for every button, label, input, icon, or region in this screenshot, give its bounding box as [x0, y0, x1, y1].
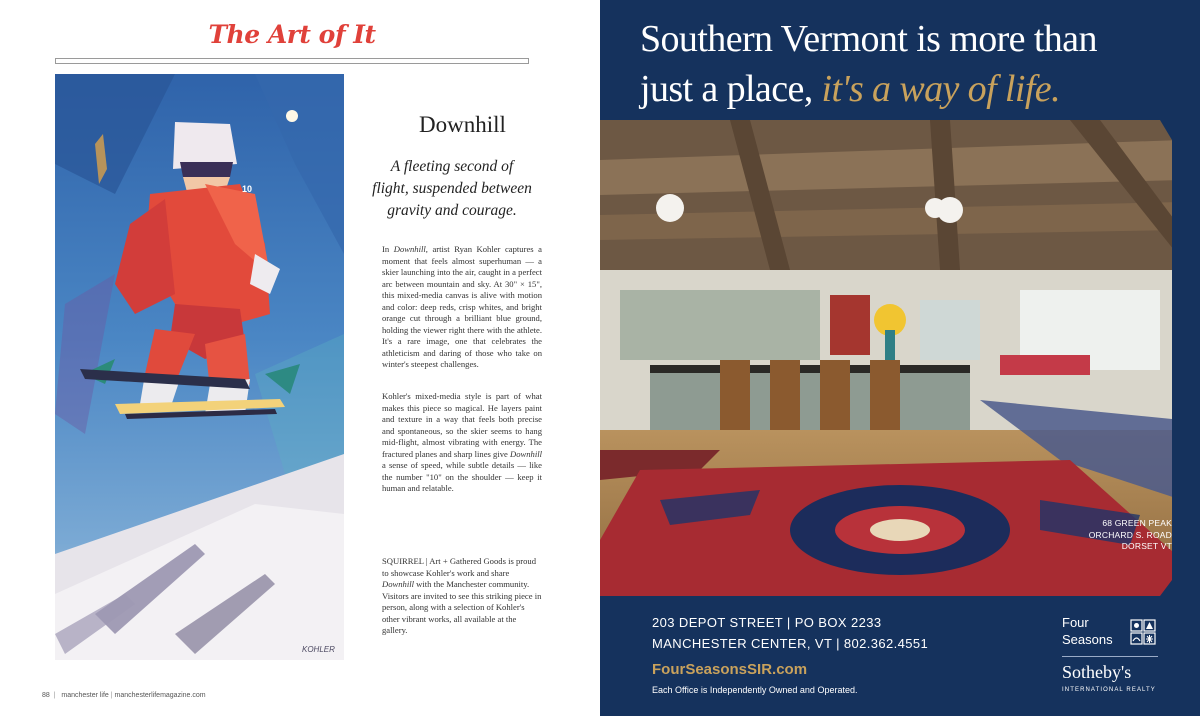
body-paragraph-2 [382, 391, 542, 495]
caption-line-2: ORCHARD S. ROAD [1088, 529, 1172, 540]
body-p2-italic: Downhill [510, 448, 542, 459]
page-folio: 88 | manchester life | manchesterlifemagazine.com [42, 692, 206, 699]
sothebys-logo [1062, 614, 1162, 702]
contact-city-phone: MANCHESTER CENTER, VT | 802.362.4551 [652, 636, 929, 651]
brand-seasons: Seasons [1062, 632, 1113, 647]
body-paragraph-1 [382, 244, 542, 371]
folio-url: manchesterlifemagazine.com [114, 692, 206, 699]
body-p2-rest: a sense of speed, while subtle details — like the number "10" on the shoulder — keep it human and relatable. [382, 460, 542, 493]
jersey-number: 10 [242, 184, 253, 194]
contact-address: 203 DEPOT STREET | PO BOX 2233 [652, 615, 882, 630]
body-p1-italic: Downhill [393, 244, 426, 254]
body-p2-intro: Kohler's mixed-media style is part of what makes this piece so magical. He layers paint and texture in a way that feels both precise and spontaneous, so the skier seems to hang mid-flight, almost vibrating with energy. The fractured planes and sharp lines give [382, 391, 542, 459]
body-paragraph-3 [382, 556, 542, 637]
artwork-title: Downhill [419, 112, 506, 137]
title-rule [55, 58, 529, 64]
brand-divider [1062, 656, 1158, 657]
page-number: 88 [42, 692, 50, 699]
body-p3-intro: SQUIRREL | Art + Gathered Goods is proud to showcase Kohler's work and share [382, 556, 536, 578]
headline-accent: it's a way of life. [821, 68, 1060, 110]
ad-headline [640, 14, 1180, 114]
brand-international-realty: INTERNATIONAL REALTY [1062, 687, 1156, 693]
photo-address-caption [1089, 518, 1172, 553]
headline-line-2 [640, 64, 1180, 114]
headline-plain: just a place, [640, 68, 822, 110]
body-p3-rest: with the Manchester community. Visitors are invited to see this striking piece in person, along with a selection of Kohler's other vibrant works, all available at the gallery. [382, 579, 542, 635]
painting-artwork [55, 74, 344, 660]
brand-four-seasons [1062, 614, 1113, 648]
caption-line-3: DORSET VT [1121, 541, 1172, 551]
artist-signature: KOHLER [302, 645, 335, 654]
real-estate-ad [600, 0, 1200, 716]
artwork-subtitle: A fleeting second of flight, suspended between gravity and courage. [372, 158, 532, 219]
body-p1-rest: , artist Ryan Kohler captures a moment that feels almost superhuman — a skier launching into the air, caught in a perfect arc between mountain and sky. At 30" × 15", this mixed-media canvas is alive with motion and color: deep reds, crisp whites, and bright orange cut through a brilliant blue ground, holding the viewer right there with the athlete. It's a rare image, one that celebrates the athleticism and daring of those who take on winter's steepest challenges. [382, 244, 542, 369]
caption-line-1: 68 GREEN PEAK [1102, 518, 1172, 528]
brand-four: Four [1062, 615, 1089, 630]
seasons-emblem-icon [1130, 619, 1156, 645]
body-p3-italic: Downhill [382, 579, 414, 589]
downhill-painting [55, 74, 344, 660]
ownership-disclaimer: Each Office is Independently Owned and Operated. [652, 685, 858, 695]
folio-magazine: manchester life [61, 692, 109, 699]
brand-sothebys: Sotheby's [1062, 662, 1132, 682]
website-link[interactable]: FourSeasonsSIR.com [652, 661, 808, 678]
headline-line-1: Southern Vermont is more than [640, 18, 1097, 60]
section-title: The Art of It [208, 20, 376, 49]
body-p1-intro: In [382, 244, 394, 254]
